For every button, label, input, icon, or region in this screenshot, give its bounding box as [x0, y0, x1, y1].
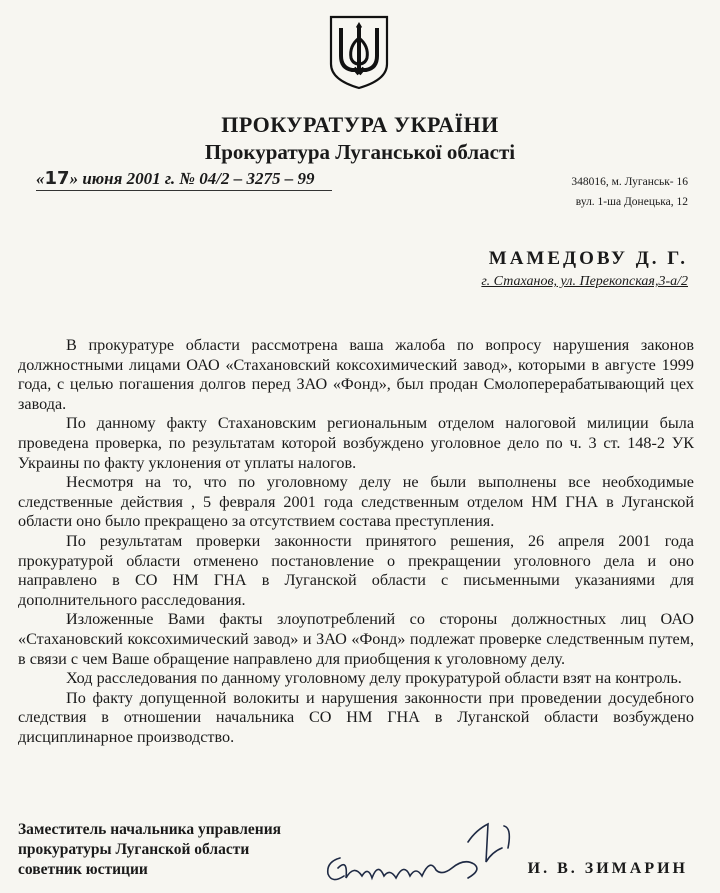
body-paragraph: По данному факту Стахановским региональным отделом налоговой милиции была проведена проверка, по результатам которой возбуждено уголовное дело по ч. 3 ст. 148-2 УК Украины по факту уклонения от уплаты налогов. [18, 414, 694, 472]
addressee-name: МАМЕДОВУ Д. Г. [488, 248, 688, 269]
addressee-address: г. Стаханов, ул. Перекопская,3-а/2 [481, 274, 688, 289]
letter-body [18, 336, 694, 747]
body-paragraph: В прокуратуре области рассмотрена ваша жалоба по вопросу нарушения законов должностными лицами ОАО «Стахановский коксохимический завод», которыми в августе 1999 года, с целью погашения долгов перед ЗАО «Фонд», был продан Смолоперерабатывающий цех завода. [18, 336, 694, 413]
ukraine-trident-emblem-icon [328, 14, 390, 90]
body-paragraph: Ход расследования по данному уголовному делу прокуратурой области взят на контроль. [66, 669, 682, 688]
reference-line [36, 168, 314, 189]
signatory-title-line: советник юстиции [18, 861, 148, 878]
reference-day: 17 [44, 168, 70, 189]
signatory-title-line: Заместитель начальника управления [18, 821, 282, 838]
signatory-title-line: прокуратуры Луганской области [18, 841, 250, 858]
body-paragraph: Несмотря на то, что по уголовному делу не были выполнены все необходимые следственные действия , 5 февраля 2001 года следственным отделом НМ ГНА в Луганской области оно было прекращено за отсутствием состава преступления. [18, 473, 694, 531]
org-subtitle: Прокуратура Луганської області [204, 140, 516, 164]
reference-quote-close: » [69, 169, 79, 188]
reference-date-number: июня 2001 г. № 04/2 – 3275 – 99 [78, 169, 315, 188]
org-title: ПРОКУРАТУРА УКРАЇНИ [221, 112, 499, 137]
signatory-title [18, 820, 281, 880]
body-paragraph: Изложенные Вами факты злоупотреблений со стороны должностных лиц ОАО «Стахановский коксохимический завод» и ЗАО «Фонд» подлежат проверке следственным путем, в связи с чем Ваше обращение направлено для приобщения к уголовному делу. [18, 610, 694, 668]
sender-address-line2: вул. 1-ша Донецька, 12 [575, 196, 688, 208]
reference-underline [36, 190, 332, 191]
reference-quote-open: « [36, 169, 45, 188]
sender-address-line1: 348016, м. Луганськ- 16 [571, 176, 688, 188]
signatory-name: И. В. ЗИМАРИН [527, 860, 688, 877]
body-paragraph: По результатам проверки законности принятого решения, 26 апреля 2001 года прокуратурой области отменено постановление о прекращении уголовного дела и оно направлено в СО НМ ГНА в Луганской области с письменными указаниями для дополнительного расследования. [18, 531, 694, 609]
handwritten-signature [318, 818, 548, 890]
body-paragraph: По факту допущенной волокиты и нарушения законности при проведении досудебного следствия в отношении начальника СО НМ ГНА в Луганской области возбуждено дисциплинарное производство. [18, 688, 694, 746]
